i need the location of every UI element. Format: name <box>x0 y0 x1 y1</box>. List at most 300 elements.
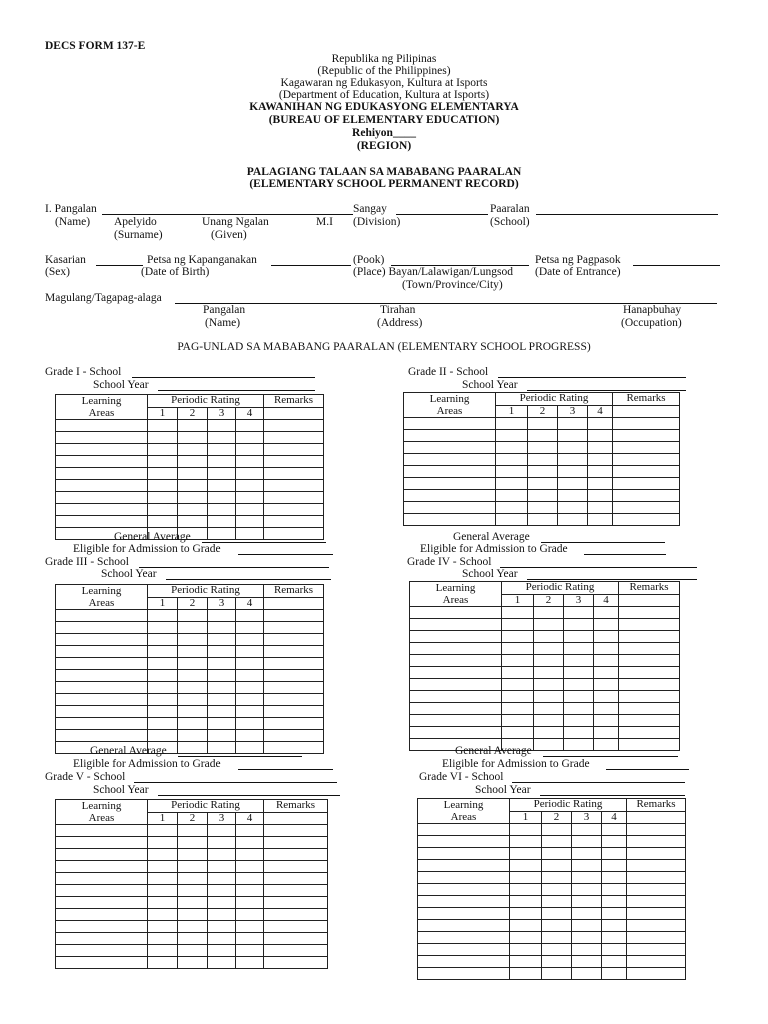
rating-cell[interactable] <box>558 442 588 454</box>
remarks-cell[interactable] <box>619 727 680 739</box>
remarks-cell[interactable] <box>619 679 680 691</box>
rating-cell[interactable] <box>148 909 178 921</box>
rating-cell[interactable] <box>542 884 572 896</box>
learning-area-cell[interactable] <box>56 730 148 742</box>
remarks-cell[interactable] <box>627 824 686 836</box>
rating-cell[interactable] <box>534 667 564 679</box>
rating-cell[interactable] <box>542 872 572 884</box>
rating-cell[interactable] <box>236 646 264 658</box>
rating-cell[interactable] <box>510 920 542 932</box>
remarks-cell[interactable] <box>264 694 324 706</box>
grade-3-school-field[interactable] <box>139 567 329 568</box>
rating-cell[interactable] <box>510 848 542 860</box>
remarks-cell[interactable] <box>264 885 328 897</box>
rating-cell[interactable] <box>236 456 264 468</box>
remarks-cell[interactable] <box>619 607 680 619</box>
rating-cell[interactable] <box>208 837 236 849</box>
rating-cell[interactable] <box>510 824 542 836</box>
rating-cell[interactable] <box>178 468 208 480</box>
remarks-cell[interactable] <box>264 730 324 742</box>
rating-cell[interactable] <box>528 502 558 514</box>
rating-cell[interactable] <box>236 885 264 897</box>
remarks-cell[interactable] <box>264 516 324 528</box>
rating-cell[interactable] <box>208 873 236 885</box>
remarks-cell[interactable] <box>264 480 324 492</box>
rating-cell[interactable] <box>148 730 178 742</box>
rating-cell[interactable] <box>236 706 264 718</box>
rating-cell[interactable] <box>496 418 528 430</box>
rating-cell[interactable] <box>178 694 208 706</box>
rating-cell[interactable] <box>496 502 528 514</box>
grade-3-general-average-field[interactable] <box>178 756 302 757</box>
learning-area-cell[interactable] <box>56 837 148 849</box>
learning-area-cell[interactable] <box>56 480 148 492</box>
rating-cell[interactable] <box>236 945 264 957</box>
rating-cell[interactable] <box>602 860 627 872</box>
rating-cell[interactable] <box>236 610 264 622</box>
rating-cell[interactable] <box>148 825 178 837</box>
rating-cell[interactable] <box>542 824 572 836</box>
remarks-cell[interactable] <box>264 933 328 945</box>
remarks-cell[interactable] <box>627 932 686 944</box>
rating-cell[interactable] <box>558 502 588 514</box>
rating-cell[interactable] <box>208 420 236 432</box>
remarks-cell[interactable] <box>264 849 328 861</box>
rating-cell[interactable] <box>178 658 208 670</box>
learning-area-cell[interactable] <box>56 432 148 444</box>
rating-cell[interactable] <box>148 492 178 504</box>
rating-cell[interactable] <box>588 514 613 526</box>
remarks-cell[interactable] <box>613 454 680 466</box>
rating-cell[interactable] <box>148 933 178 945</box>
rating-cell[interactable] <box>510 956 542 968</box>
rating-cell[interactable] <box>208 658 236 670</box>
grade-4-school-field[interactable] <box>500 567 697 568</box>
rating-cell[interactable] <box>594 715 619 727</box>
learning-area-cell[interactable] <box>56 718 148 730</box>
rating-cell[interactable] <box>602 908 627 920</box>
rating-cell[interactable] <box>236 468 264 480</box>
remarks-cell[interactable] <box>627 908 686 920</box>
rating-cell[interactable] <box>572 944 602 956</box>
learning-area-cell[interactable] <box>404 502 496 514</box>
rating-cell[interactable] <box>602 836 627 848</box>
rating-cell[interactable] <box>178 861 208 873</box>
rating-cell[interactable] <box>236 873 264 885</box>
entrance-date-field[interactable] <box>633 265 720 266</box>
remarks-cell[interactable] <box>627 884 686 896</box>
rating-cell[interactable] <box>602 872 627 884</box>
rating-cell[interactable] <box>572 848 602 860</box>
remarks-cell[interactable] <box>619 643 680 655</box>
rating-cell[interactable] <box>510 896 542 908</box>
learning-area-cell[interactable] <box>418 824 510 836</box>
rating-cell[interactable] <box>588 502 613 514</box>
rating-cell[interactable] <box>208 849 236 861</box>
rating-cell[interactable] <box>236 861 264 873</box>
rating-cell[interactable] <box>208 921 236 933</box>
rating-cell[interactable] <box>564 607 594 619</box>
rating-cell[interactable] <box>528 490 558 502</box>
learning-area-cell[interactable] <box>418 932 510 944</box>
rating-cell[interactable] <box>236 432 264 444</box>
rating-cell[interactable] <box>564 715 594 727</box>
rating-cell[interactable] <box>528 442 558 454</box>
rating-cell[interactable] <box>236 492 264 504</box>
rating-cell[interactable] <box>178 945 208 957</box>
rating-cell[interactable] <box>208 516 236 528</box>
rating-cell[interactable] <box>528 430 558 442</box>
rating-cell[interactable] <box>602 920 627 932</box>
remarks-cell[interactable] <box>619 691 680 703</box>
remarks-cell[interactable] <box>619 655 680 667</box>
remarks-cell[interactable] <box>613 514 680 526</box>
rating-cell[interactable] <box>528 478 558 490</box>
learning-area-cell[interactable] <box>410 691 502 703</box>
rating-cell[interactable] <box>602 848 627 860</box>
rating-cell[interactable] <box>602 884 627 896</box>
remarks-cell[interactable] <box>264 456 324 468</box>
learning-area-cell[interactable] <box>56 694 148 706</box>
rating-cell[interactable] <box>208 468 236 480</box>
rating-cell[interactable] <box>148 670 178 682</box>
remarks-cell[interactable] <box>264 492 324 504</box>
rating-cell[interactable] <box>542 860 572 872</box>
rating-cell[interactable] <box>542 968 572 980</box>
rating-cell[interactable] <box>178 670 208 682</box>
remarks-cell[interactable] <box>264 504 324 516</box>
remarks-cell[interactable] <box>264 909 328 921</box>
rating-cell[interactable] <box>594 739 619 751</box>
rating-cell[interactable] <box>236 682 264 694</box>
rating-cell[interactable] <box>178 504 208 516</box>
rating-cell[interactable] <box>510 944 542 956</box>
learning-area-cell[interactable] <box>56 492 148 504</box>
rating-cell[interactable] <box>572 932 602 944</box>
rating-cell[interactable] <box>148 885 178 897</box>
rating-cell[interactable] <box>148 432 178 444</box>
rating-cell[interactable] <box>534 703 564 715</box>
rating-cell[interactable] <box>572 956 602 968</box>
rating-cell[interactable] <box>502 679 534 691</box>
rating-cell[interactable] <box>178 480 208 492</box>
learning-area-cell[interactable] <box>56 861 148 873</box>
rating-cell[interactable] <box>542 908 572 920</box>
rating-cell[interactable] <box>208 646 236 658</box>
rating-cell[interactable] <box>602 968 627 980</box>
remarks-cell[interactable] <box>627 848 686 860</box>
rating-cell[interactable] <box>502 631 534 643</box>
learning-area-cell[interactable] <box>56 873 148 885</box>
rating-cell[interactable] <box>594 607 619 619</box>
rating-cell[interactable] <box>542 896 572 908</box>
learning-area-cell[interactable] <box>56 885 148 897</box>
rating-cell[interactable] <box>502 619 534 631</box>
rating-cell[interactable] <box>148 444 178 456</box>
rating-cell[interactable] <box>178 921 208 933</box>
rating-cell[interactable] <box>534 619 564 631</box>
school-field[interactable] <box>536 214 718 215</box>
remarks-cell[interactable] <box>613 430 680 442</box>
rating-cell[interactable] <box>542 836 572 848</box>
rating-cell[interactable] <box>502 643 534 655</box>
rating-cell[interactable] <box>236 444 264 456</box>
rating-cell[interactable] <box>148 706 178 718</box>
remarks-cell[interactable] <box>619 619 680 631</box>
rating-cell[interactable] <box>178 444 208 456</box>
remarks-cell[interactable] <box>264 670 324 682</box>
learning-area-cell[interactable] <box>56 897 148 909</box>
rating-cell[interactable] <box>542 920 572 932</box>
rating-cell[interactable] <box>148 921 178 933</box>
learning-area-cell[interactable] <box>418 956 510 968</box>
rating-cell[interactable] <box>178 730 208 742</box>
rating-cell[interactable] <box>572 872 602 884</box>
rating-cell[interactable] <box>208 682 236 694</box>
rating-cell[interactable] <box>236 849 264 861</box>
rating-cell[interactable] <box>208 897 236 909</box>
rating-cell[interactable] <box>594 631 619 643</box>
rating-cell[interactable] <box>236 658 264 670</box>
rating-cell[interactable] <box>148 861 178 873</box>
grade-1-eligible-field[interactable] <box>238 554 333 555</box>
rating-cell[interactable] <box>502 667 534 679</box>
rating-cell[interactable] <box>542 944 572 956</box>
learning-area-cell[interactable] <box>410 703 502 715</box>
learning-area-cell[interactable] <box>418 884 510 896</box>
learning-area-cell[interactable] <box>418 908 510 920</box>
remarks-cell[interactable] <box>264 825 328 837</box>
rating-cell[interactable] <box>496 466 528 478</box>
remarks-cell[interactable] <box>627 860 686 872</box>
learning-area-cell[interactable] <box>56 825 148 837</box>
learning-area-cell[interactable] <box>410 643 502 655</box>
rating-cell[interactable] <box>528 466 558 478</box>
rating-cell[interactable] <box>208 444 236 456</box>
rating-cell[interactable] <box>502 715 534 727</box>
remarks-cell[interactable] <box>264 897 328 909</box>
rating-cell[interactable] <box>148 610 178 622</box>
remarks-cell[interactable] <box>264 742 324 754</box>
rating-cell[interactable] <box>572 908 602 920</box>
learning-area-cell[interactable] <box>418 860 510 872</box>
rating-cell[interactable] <box>208 610 236 622</box>
learning-area-cell[interactable] <box>410 607 502 619</box>
learning-area-cell[interactable] <box>404 418 496 430</box>
remarks-cell[interactable] <box>264 646 324 658</box>
learning-area-cell[interactable] <box>404 430 496 442</box>
rating-cell[interactable] <box>208 861 236 873</box>
grade-1-school-field[interactable] <box>132 377 315 378</box>
learning-area-cell[interactable] <box>410 619 502 631</box>
rating-cell[interactable] <box>502 703 534 715</box>
remarks-cell[interactable] <box>619 739 680 751</box>
rating-cell[interactable] <box>510 908 542 920</box>
rating-cell[interactable] <box>558 418 588 430</box>
learning-area-cell[interactable] <box>56 909 148 921</box>
learning-area-cell[interactable] <box>56 622 148 634</box>
rating-cell[interactable] <box>602 896 627 908</box>
rating-cell[interactable] <box>534 679 564 691</box>
grade-2-school-year-field[interactable] <box>527 390 686 391</box>
remarks-cell[interactable] <box>264 706 324 718</box>
learning-area-cell[interactable] <box>56 658 148 670</box>
grade-1-school-year-field[interactable] <box>158 390 315 391</box>
remarks-cell[interactable] <box>264 861 328 873</box>
rating-cell[interactable] <box>148 837 178 849</box>
learning-area-cell[interactable] <box>404 442 496 454</box>
rating-cell[interactable] <box>178 706 208 718</box>
rating-cell[interactable] <box>236 718 264 730</box>
rating-cell[interactable] <box>148 420 178 432</box>
rating-cell[interactable] <box>148 957 178 969</box>
rating-cell[interactable] <box>208 634 236 646</box>
rating-cell[interactable] <box>528 418 558 430</box>
rating-cell[interactable] <box>148 897 178 909</box>
remarks-cell[interactable] <box>264 432 324 444</box>
learning-area-cell[interactable] <box>56 921 148 933</box>
rating-cell[interactable] <box>534 655 564 667</box>
learning-area-cell[interactable] <box>56 468 148 480</box>
learning-area-cell[interactable] <box>56 420 148 432</box>
rating-cell[interactable] <box>208 504 236 516</box>
rating-cell[interactable] <box>236 897 264 909</box>
rating-cell[interactable] <box>208 933 236 945</box>
learning-area-cell[interactable] <box>418 836 510 848</box>
name-field[interactable] <box>102 214 353 215</box>
rating-cell[interactable] <box>208 825 236 837</box>
learning-area-cell[interactable] <box>56 456 148 468</box>
rating-cell[interactable] <box>558 466 588 478</box>
rating-cell[interactable] <box>148 634 178 646</box>
rating-cell[interactable] <box>178 897 208 909</box>
rating-cell[interactable] <box>208 885 236 897</box>
rating-cell[interactable] <box>178 646 208 658</box>
learning-area-cell[interactable] <box>418 944 510 956</box>
rating-cell[interactable] <box>208 456 236 468</box>
remarks-cell[interactable] <box>264 634 324 646</box>
learning-area-cell[interactable] <box>418 920 510 932</box>
rating-cell[interactable] <box>588 454 613 466</box>
rating-cell[interactable] <box>148 622 178 634</box>
rating-cell[interactable] <box>564 631 594 643</box>
learning-area-cell[interactable] <box>56 945 148 957</box>
rating-cell[interactable] <box>208 706 236 718</box>
remarks-cell[interactable] <box>613 466 680 478</box>
rating-cell[interactable] <box>572 884 602 896</box>
rating-cell[interactable] <box>558 430 588 442</box>
rating-cell[interactable] <box>502 655 534 667</box>
learning-area-cell[interactable] <box>404 514 496 526</box>
rating-cell[interactable] <box>572 836 602 848</box>
remarks-cell[interactable] <box>264 420 324 432</box>
learning-area-cell[interactable] <box>404 454 496 466</box>
remarks-cell[interactable] <box>613 502 680 514</box>
rating-cell[interactable] <box>564 655 594 667</box>
rating-cell[interactable] <box>510 968 542 980</box>
remarks-cell[interactable] <box>613 478 680 490</box>
remarks-cell[interactable] <box>627 896 686 908</box>
rating-cell[interactable] <box>510 872 542 884</box>
rating-cell[interactable] <box>564 703 594 715</box>
rating-cell[interactable] <box>178 432 208 444</box>
rating-cell[interactable] <box>208 957 236 969</box>
rating-cell[interactable] <box>208 694 236 706</box>
rating-cell[interactable] <box>148 873 178 885</box>
rating-cell[interactable] <box>572 860 602 872</box>
rating-cell[interactable] <box>178 610 208 622</box>
rating-cell[interactable] <box>148 468 178 480</box>
rating-cell[interactable] <box>564 679 594 691</box>
learning-area-cell[interactable] <box>56 444 148 456</box>
remarks-cell[interactable] <box>627 920 686 932</box>
rating-cell[interactable] <box>542 932 572 944</box>
rating-cell[interactable] <box>208 742 236 754</box>
rating-cell[interactable] <box>564 619 594 631</box>
rating-cell[interactable] <box>558 514 588 526</box>
rating-cell[interactable] <box>558 490 588 502</box>
learning-area-cell[interactable] <box>404 466 496 478</box>
rating-cell[interactable] <box>572 824 602 836</box>
rating-cell[interactable] <box>178 933 208 945</box>
rating-cell[interactable] <box>208 480 236 492</box>
remarks-cell[interactable] <box>613 418 680 430</box>
learning-area-cell[interactable] <box>404 478 496 490</box>
remarks-cell[interactable] <box>619 715 680 727</box>
learning-area-cell[interactable] <box>56 933 148 945</box>
learning-area-cell[interactable] <box>404 490 496 502</box>
rating-cell[interactable] <box>564 727 594 739</box>
rating-cell[interactable] <box>148 658 178 670</box>
rating-cell[interactable] <box>602 932 627 944</box>
rating-cell[interactable] <box>178 837 208 849</box>
rating-cell[interactable] <box>236 933 264 945</box>
rating-cell[interactable] <box>528 454 558 466</box>
rating-cell[interactable] <box>236 694 264 706</box>
learning-area-cell[interactable] <box>56 849 148 861</box>
rating-cell[interactable] <box>496 514 528 526</box>
rating-cell[interactable] <box>594 643 619 655</box>
rating-cell[interactable] <box>208 492 236 504</box>
rating-cell[interactable] <box>148 504 178 516</box>
rating-cell[interactable] <box>148 516 178 528</box>
rating-cell[interactable] <box>178 718 208 730</box>
rating-cell[interactable] <box>542 956 572 968</box>
remarks-cell[interactable] <box>627 968 686 980</box>
rating-cell[interactable] <box>236 957 264 969</box>
remarks-cell[interactable] <box>264 873 328 885</box>
learning-area-cell[interactable] <box>56 634 148 646</box>
rating-cell[interactable] <box>178 957 208 969</box>
remarks-cell[interactable] <box>613 490 680 502</box>
grade-4-general-average-field[interactable] <box>543 756 678 757</box>
learning-area-cell[interactable] <box>56 957 148 969</box>
learning-area-cell[interactable] <box>56 610 148 622</box>
remarks-cell[interactable] <box>627 872 686 884</box>
rating-cell[interactable] <box>236 634 264 646</box>
rating-cell[interactable] <box>208 718 236 730</box>
rating-cell[interactable] <box>496 478 528 490</box>
rating-cell[interactable] <box>178 849 208 861</box>
rating-cell[interactable] <box>564 739 594 751</box>
rating-cell[interactable] <box>588 442 613 454</box>
rating-cell[interactable] <box>510 836 542 848</box>
rating-cell[interactable] <box>148 646 178 658</box>
rating-cell[interactable] <box>208 945 236 957</box>
learning-area-cell[interactable] <box>410 655 502 667</box>
rating-cell[interactable] <box>602 824 627 836</box>
rating-cell[interactable] <box>564 643 594 655</box>
